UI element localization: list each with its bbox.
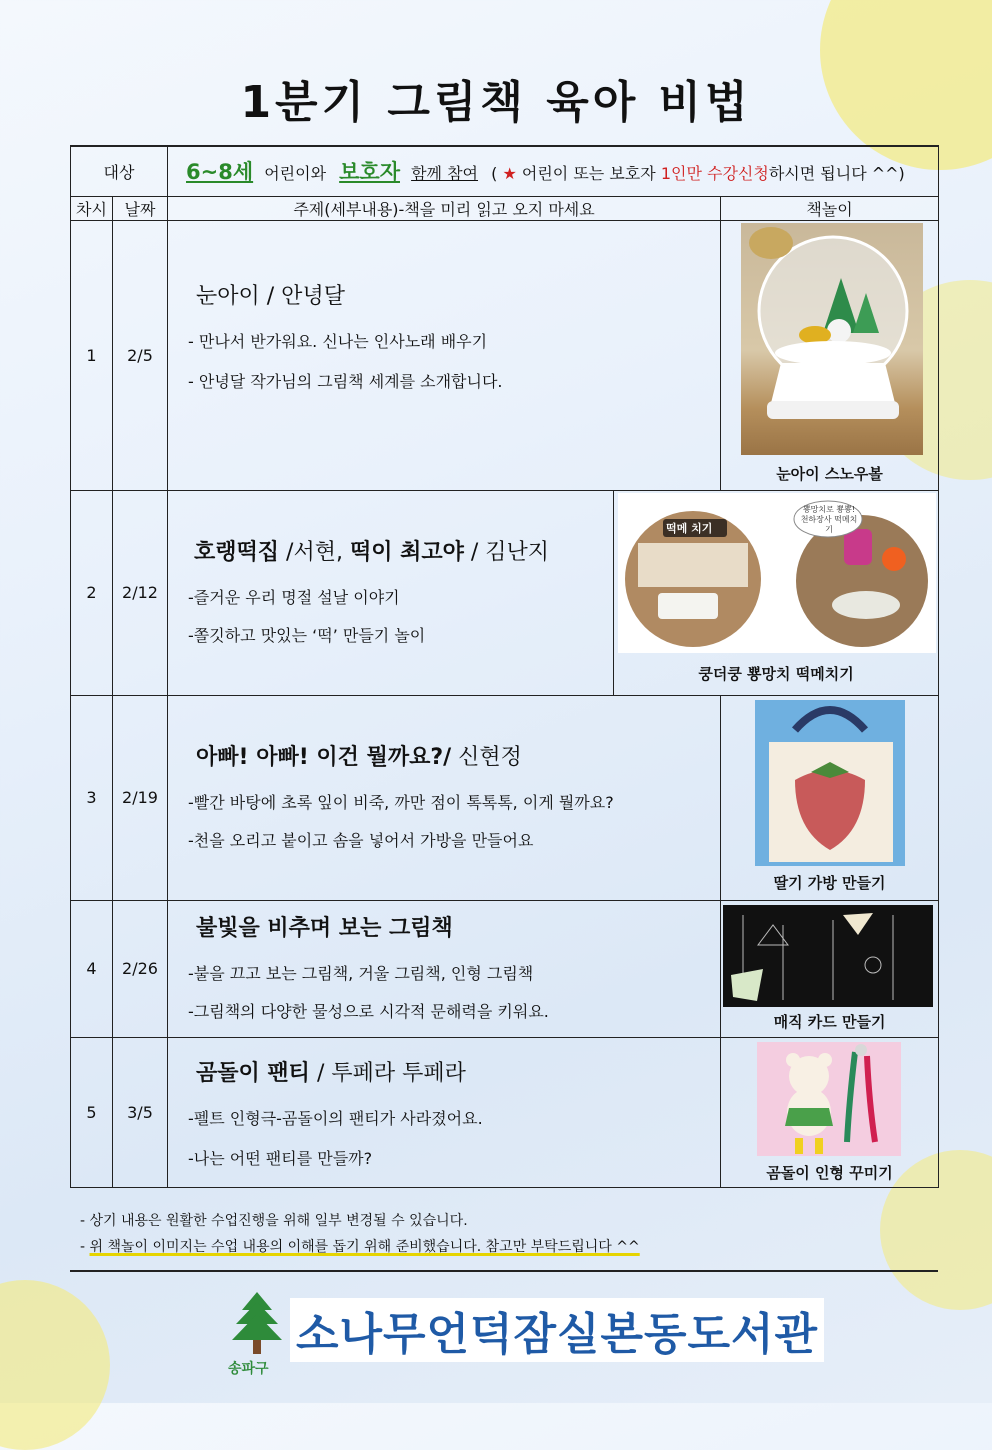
activity-caption: 딸기 가방 만들기 <box>773 873 886 892</box>
book-title-main: 아빠! 아빠! 이건 뭘까요?/ <box>196 744 452 770</box>
library-logo <box>228 1290 819 1386</box>
target-text-2: 함께 참여 <box>411 164 479 184</box>
note-highlighted: 위 책놀이 이미지는 수업 내용의 이해를 돕기 위해 준비했습니다. 참고만 부탁드립니다 ^^ <box>89 1239 640 1255</box>
book-author: / 투페라 투페라 <box>316 1061 466 1087</box>
book-title <box>196 279 345 310</box>
book-title-main: 곰돌이 팬티 <box>196 1061 310 1087</box>
book-title-main: 호랭떡집 <box>194 539 280 565</box>
target-note-a: 어린이 또는 보호자 <box>521 164 656 184</box>
book-author: /서현, <box>286 539 343 565</box>
book-title <box>194 535 549 566</box>
schedule-table <box>70 145 939 1188</box>
session-date: 2/5 <box>113 221 168 490</box>
session-item: - 만나서 반가워요. 신나는 인사노래 배우기 <box>188 332 488 352</box>
table-row <box>71 221 939 490</box>
target-note-c: 수강신청 <box>707 164 769 184</box>
book-title-second: 떡이 최고야 <box>349 539 464 565</box>
target-age: 6~8세 <box>186 160 254 185</box>
strawberry-bag-image <box>755 700 905 866</box>
session-number: 5 <box>71 1038 113 1188</box>
activity-caption: 곰돌이 인형 꾸미기 <box>766 1164 893 1183</box>
session-item: -펠트 인형극-곰돌이의 팬티가 사라졌어요. <box>188 1109 483 1129</box>
book-author: / 안녕달 <box>266 284 345 310</box>
session-content <box>168 490 614 695</box>
session-content <box>168 900 721 1038</box>
notes <box>80 1208 640 1260</box>
star-icon: ★ <box>502 164 517 184</box>
table-row <box>71 1038 939 1188</box>
rice-cake-pounding-image <box>618 493 936 653</box>
header-row <box>71 197 939 221</box>
magic-card-image <box>723 905 933 1007</box>
session-date: 3/5 <box>113 1038 168 1188</box>
session-item: -천을 오리고 붙이고 솜을 넣어서 가방을 만들어요 <box>188 830 534 850</box>
page-title: 1분기 그림책 육아 비법 <box>240 77 752 128</box>
target-label: 대상 <box>71 146 168 197</box>
activity-cell <box>721 695 939 900</box>
session-number: 4 <box>71 900 113 1038</box>
book-title <box>196 740 522 771</box>
target-row <box>71 146 939 197</box>
target-note-open: ( <box>491 164 498 184</box>
activity-caption: 매직 카드 만들기 <box>773 1012 886 1031</box>
session-content <box>168 695 721 900</box>
session-item: -불을 끄고 보는 그림책, 거울 그림책, 인형 그림책 <box>188 963 534 983</box>
session-item: - 안녕달 작가님의 그림책 세계를 소개합니다. <box>188 372 503 392</box>
table-row <box>71 900 939 1038</box>
session-item: -즐거운 우리 명절 설날 이야기 <box>188 587 400 607</box>
activity-caption: 눈아이 스노우볼 <box>776 465 883 484</box>
snow-globe-image <box>741 223 923 455</box>
book-author: 신현정 <box>458 744 522 770</box>
header-date: 날짜 <box>113 197 168 221</box>
book-author-second: / 김난지 <box>470 539 550 565</box>
session-item: -나는 어떤 팬티를 만들까? <box>188 1149 373 1169</box>
session-date: 2/12 <box>113 490 168 695</box>
book-title-main: 불빛을 비추며 보는 그림책 <box>196 915 453 941</box>
book-title-main: 눈아이 <box>196 284 260 310</box>
decorative-circle <box>0 1280 110 1450</box>
target-description <box>168 146 939 197</box>
image-label: 뿅망치로 뿅뿅! 천하장사 떡메치기 <box>800 504 858 534</box>
note-item: - 상기 내용은 원활한 수업진행을 위해 일부 변경될 수 있습니다. <box>80 1213 468 1229</box>
activity-cell <box>721 221 939 490</box>
session-date: 2/19 <box>113 695 168 900</box>
header-session: 차시 <box>71 197 113 221</box>
note-dash: - <box>80 1239 86 1255</box>
note-item <box>80 1234 640 1260</box>
pine-tree-icon <box>228 1290 286 1360</box>
teddy-bear-keyring-image <box>757 1042 901 1156</box>
session-item: -그림책의 다양한 물성으로 시각적 문해력을 키워요. <box>188 1001 549 1021</box>
activity-cell <box>721 900 939 1038</box>
target-guardian: 보호자 <box>339 160 400 185</box>
target-note-b: 1인만 <box>660 164 702 184</box>
image-label: 떡메 치기 <box>666 521 713 535</box>
header-activity: 책놀이 <box>721 197 939 221</box>
district-label: 송파구 <box>228 1361 269 1377</box>
table-row <box>71 490 939 695</box>
header-topic: 주제(세부내용)-책을 미리 읽고 오지 마세요 <box>168 197 721 221</box>
library-name: 소나무언덕잠실본동도서관 <box>290 1298 824 1362</box>
book-title <box>196 911 453 942</box>
session-content <box>168 1038 721 1188</box>
session-item: -쫄깃하고 맛있는 ‘떡’ 만들기 놀이 <box>188 625 426 645</box>
divider <box>70 1270 938 1272</box>
activity-cell <box>721 1038 939 1188</box>
table-row <box>71 695 939 900</box>
target-note-d: 하시면 됩니다 ^^) <box>768 164 905 184</box>
book-title <box>196 1056 466 1087</box>
session-item: -빨간 바탕에 초록 잎이 비죽, 까만 점이 톡톡톡, 이게 뭘까요? <box>188 792 614 812</box>
session-date: 2/26 <box>113 900 168 1038</box>
session-number: 2 <box>71 490 113 695</box>
session-number: 1 <box>71 221 113 490</box>
session-number: 3 <box>71 695 113 900</box>
target-text-1: 어린이와 <box>264 164 327 184</box>
activity-cell <box>614 490 939 695</box>
session-content <box>168 221 721 490</box>
activity-caption: 쿵더쿵 뿅망치 떡메치기 <box>698 664 854 683</box>
